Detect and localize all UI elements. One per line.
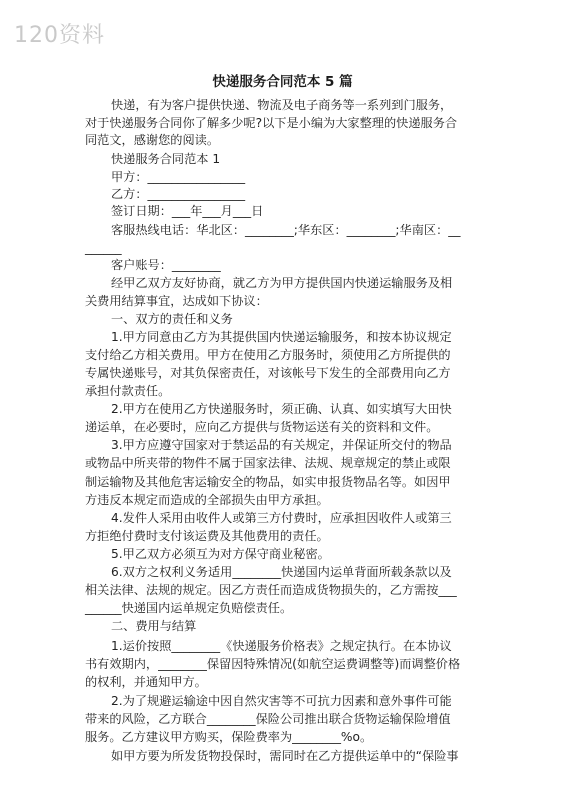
text-line: 5.甲乙双方必须互为对方保守商业秘密。 — [111, 547, 330, 561]
document-title: 快递服务合同范本 5 篇 — [212, 74, 353, 90]
text-line: 或物品中所夹带的物件不属于国家法律、法规、规章规定的禁止或限 — [85, 456, 451, 470]
text-line: 2.甲方在使用乙方快递服务时，须正确、认真、如实填写大田快 — [111, 402, 452, 416]
text-line: 4.发件人采用由收件人或第三方付费时，应承担因收件人或第三 — [111, 511, 452, 525]
text-line: 带来的风险，乙方联合________保险公司推出联合货物运输保险增值 — [85, 712, 451, 726]
text-line: 关费用结算事宜，达成如下协议： — [85, 294, 268, 308]
text-line: 服务。乙方建议甲方购买，保险费率为________%o。 — [85, 730, 373, 744]
text-line: ______快递国内运单规定负赔偿责任。 — [85, 601, 293, 615]
text-line: 递运单，在必要时，应向乙方提供与货物运送有关的资料和文件。 — [85, 420, 439, 434]
text-line: 方拒绝付费时支付该运费及其他费用的责任。 — [85, 529, 329, 543]
text-line: 经甲乙双方友好协商，就乙方为甲方提供国内快递运输服务及相 — [111, 276, 453, 290]
text-line: 签订日期：___年___月___日 — [111, 204, 264, 218]
text-line: 乙方：________________ — [111, 187, 246, 201]
text-line: 的权利，并通知甲方。 — [85, 675, 207, 689]
text-line: 3.甲方应遵守国家对于禁运品的有关规定，并保证所交付的物品 — [111, 438, 452, 452]
text-line: 1.甲方同意由乙方为其提供国内快递运输服务，和按本协议规定 — [111, 330, 452, 344]
text-line: 制运输物及其他危害运输安全的物品，如实申报货物品名等。如因甲 — [85, 475, 451, 489]
text-line: 专属快递账号，对其负保密责任，对该帐号下发生的全部费用向乙方 — [85, 366, 451, 380]
text-line: 书有效期内，________保留因特殊情况(如航空运费调整等)而调整价格 — [85, 657, 461, 671]
text-line: 对于快递服务合同你了解多少呢?以下是小编为大家整理的快递服务合 — [85, 116, 458, 130]
text-line: 1.运价按照________《快递服务价格表》之规定执行。在本协议 — [111, 639, 452, 653]
text-line: ______ — [85, 241, 122, 255]
text-line: 方违反本规定而造成的全部损失由甲方承担。 — [85, 493, 329, 507]
text-line: 同范文，感谢您的阅读。 — [85, 133, 220, 147]
text-line: 一、双方的责任和义务 — [111, 312, 233, 326]
text-line: 快递服务合同范本 1 — [111, 152, 221, 166]
watermark-logo: 120资料 — [14, 23, 105, 48]
text-line: 2.为了规避运输途中因自然灾害等不可抗力因素和意外事件可能 — [111, 694, 452, 708]
text-line: 支付给乙方相关费用。甲方在使用乙方服务时，须使用乙方所提供的 — [85, 348, 451, 362]
text-line: 如甲方要为所发货物投保时，需同时在乙方提供运单中的“保险事 — [111, 749, 459, 763]
text-line: 6.双方之权利义务适用________快递国内运单背面所载条款以及 — [111, 565, 452, 579]
text-line: 相关法律、法规的规定。因乙方责任而造成货物损失的，乙方需按___ — [85, 583, 457, 597]
text-line: 甲方：________________ — [111, 170, 246, 184]
text-line: 二、费用与结算 — [111, 619, 197, 633]
text-line: 快递，有为客户提供快递、物流及电子商务等一系列到门服务， — [111, 98, 453, 112]
text-line: 客户账号：________ — [111, 258, 221, 272]
text-line: 承担付款责任。 — [85, 384, 171, 398]
text-line: 客服热线电话：华北区：________;华东区：________;华南区：__ — [111, 223, 461, 237]
